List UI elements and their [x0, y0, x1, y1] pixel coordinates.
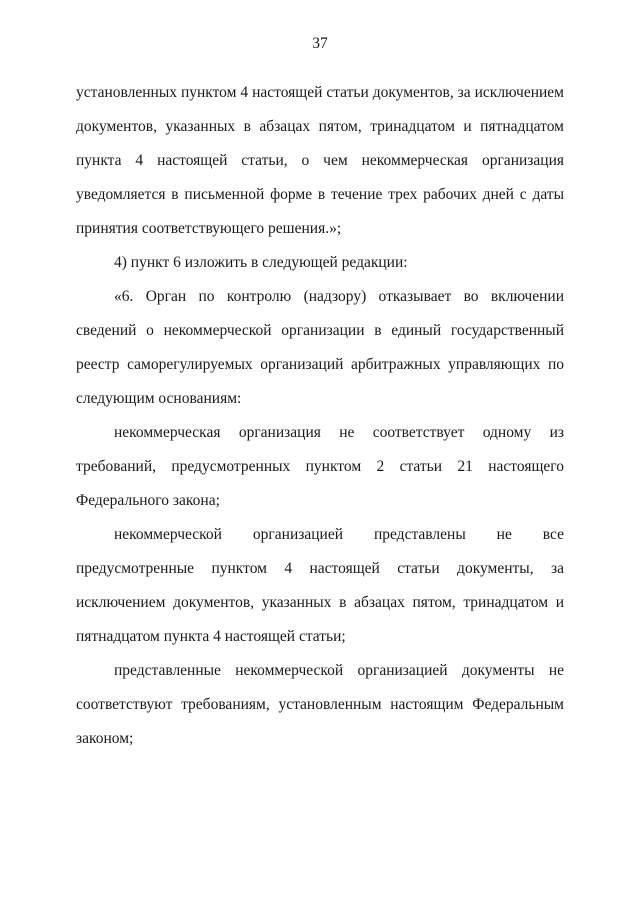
document-body: [76, 76, 564, 756]
paragraph-clause-6: «6. Орган по контролю (надзору) отказывает во включении сведений о некоммерческой организации в единый государственный реестр саморегулируемых организаций арбитражных управляющих по следующим основаниям:: [76, 288, 564, 407]
paragraph-continuation: установленных пунктом 4 настоящей статьи документов, за исключением документов, указанных в абзацах пятом, тринадцатом и пятнадцатом пункта 4 настоящей статьи, о чем некоммерческая организация уведомляется в письменной форме в течение трех рабочих дней с даты принятия соответствующего решения.»;: [76, 84, 564, 237]
page-number: 37: [312, 35, 328, 52]
paragraph-ground-1: некоммерческая организация не соответствует одному из требований, предусмотренных пунктом 2 статьи 21 настоящего Федерального закона;: [76, 424, 564, 509]
paragraph-ground-3: представленные некоммерческой организацией документы не соответствуют требованиям, установленным настоящим Федеральным законом;: [76, 662, 564, 747]
paragraph-ground-2: некоммерческой организацией представлены не все предусмотренные пунктом 4 настоящей статьи документы, за исключением документов, указанных в абзацах пятом, тринадцатом и пятнадцатом пункта 4 настоящей статьи;: [76, 526, 564, 645]
paragraph-item-4: 4) пункт 6 изложить в следующей редакции:: [114, 254, 408, 271]
